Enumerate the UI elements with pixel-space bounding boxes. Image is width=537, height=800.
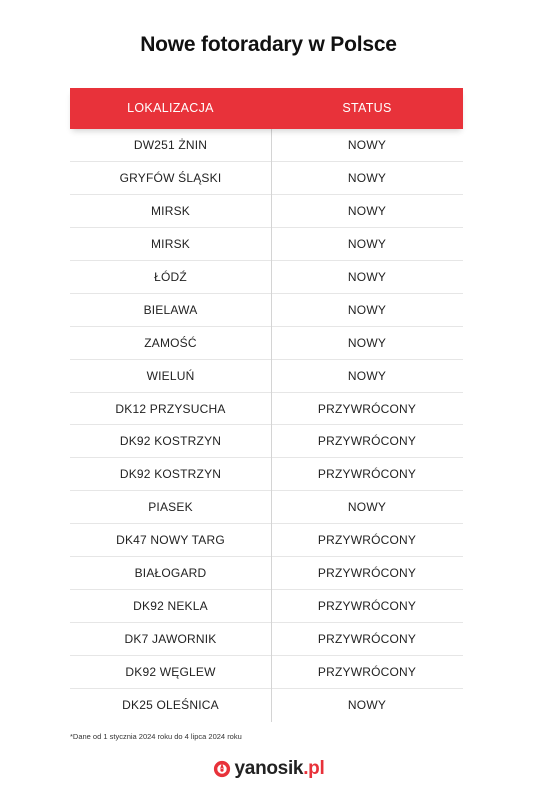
status-cell: NOWY xyxy=(347,138,387,152)
location-cell: DK92 WĘGLEW xyxy=(125,665,216,679)
table-row xyxy=(70,491,463,524)
location-cell: GRYFÓW ŚLĄSKI xyxy=(119,170,222,185)
logo-text xyxy=(235,758,325,780)
brand-logo xyxy=(0,758,537,780)
logo-tld: .pl xyxy=(303,758,325,779)
location-cell: BIELAWA xyxy=(143,302,198,317)
column-header-location: LOKALIZACJA xyxy=(127,101,214,115)
status-cell: PRZYWRÓCONY xyxy=(317,401,417,416)
table-row xyxy=(70,425,463,458)
table-body xyxy=(70,129,463,722)
column-header-status: STATUS xyxy=(342,101,392,115)
page-title: Nowe fotoradary w Polsce xyxy=(140,33,397,56)
table-row xyxy=(70,524,463,557)
table-row xyxy=(70,195,463,228)
table-row xyxy=(70,327,463,360)
location-cell: MIRSK xyxy=(150,203,190,218)
status-cell: NOWY xyxy=(347,302,387,317)
status-cell: NOWY xyxy=(347,500,387,515)
logo-name: yanosik xyxy=(234,758,304,779)
table-row xyxy=(70,129,463,162)
status-cell: PRZYWRÓCONY xyxy=(317,665,417,679)
speed-camera-table xyxy=(70,88,463,722)
status-cell: PRZYWRÓCONY xyxy=(317,533,417,548)
table-row xyxy=(70,623,463,656)
table-row xyxy=(70,458,463,491)
footnote: *Dane od 1 stycznia 2024 roku do 4 lipca 2024 roku xyxy=(70,732,242,741)
table-row xyxy=(70,162,463,195)
table-row xyxy=(70,590,463,623)
status-cell: PRZYWRÓCONY xyxy=(317,632,417,647)
location-cell: DK7 JAWORNIK xyxy=(124,632,217,647)
status-cell: NOWY xyxy=(347,269,387,284)
location-cell: DW251 ŻNIN xyxy=(133,138,208,152)
status-cell: NOWY xyxy=(347,170,387,185)
yanosik-logo-icon xyxy=(213,760,231,778)
table-row xyxy=(70,689,463,722)
location-cell: MIRSK xyxy=(150,236,190,251)
table-row xyxy=(70,557,463,590)
table-row xyxy=(70,228,463,261)
status-cell: NOWY xyxy=(347,368,387,383)
location-cell: DK25 OLEŚNICA xyxy=(122,697,219,712)
location-cell: ŁÓDŹ xyxy=(154,269,187,284)
status-cell: PRZYWRÓCONY xyxy=(317,566,417,581)
location-cell: DK47 NOWY TARG xyxy=(116,533,225,548)
location-cell: DK92 NEKLA xyxy=(133,599,208,614)
table-row xyxy=(70,261,463,294)
status-cell: PRZYWRÓCONY xyxy=(317,467,417,482)
location-cell: BIAŁOGARD xyxy=(134,566,207,581)
table-row xyxy=(70,656,463,689)
location-cell: ZAMOŚĆ xyxy=(144,335,197,350)
table-header xyxy=(70,88,463,129)
table-row xyxy=(70,294,463,327)
status-cell: NOWY xyxy=(347,697,387,712)
table-row xyxy=(70,393,463,426)
status-cell: NOWY xyxy=(347,203,387,218)
table-row xyxy=(70,360,463,393)
location-cell: DK92 KOSTRZYN xyxy=(119,467,222,482)
status-cell: PRZYWRÓCONY xyxy=(317,599,417,614)
status-cell: PRZYWRÓCONY xyxy=(317,434,417,449)
status-cell: NOWY xyxy=(347,236,387,251)
status-cell: NOWY xyxy=(347,335,387,350)
location-cell: PIASEK xyxy=(148,500,193,515)
location-cell: WIELUŃ xyxy=(146,368,195,383)
location-cell: DK12 PRZYSUCHA xyxy=(115,401,226,416)
location-cell: DK92 KOSTRZYN xyxy=(119,434,222,449)
